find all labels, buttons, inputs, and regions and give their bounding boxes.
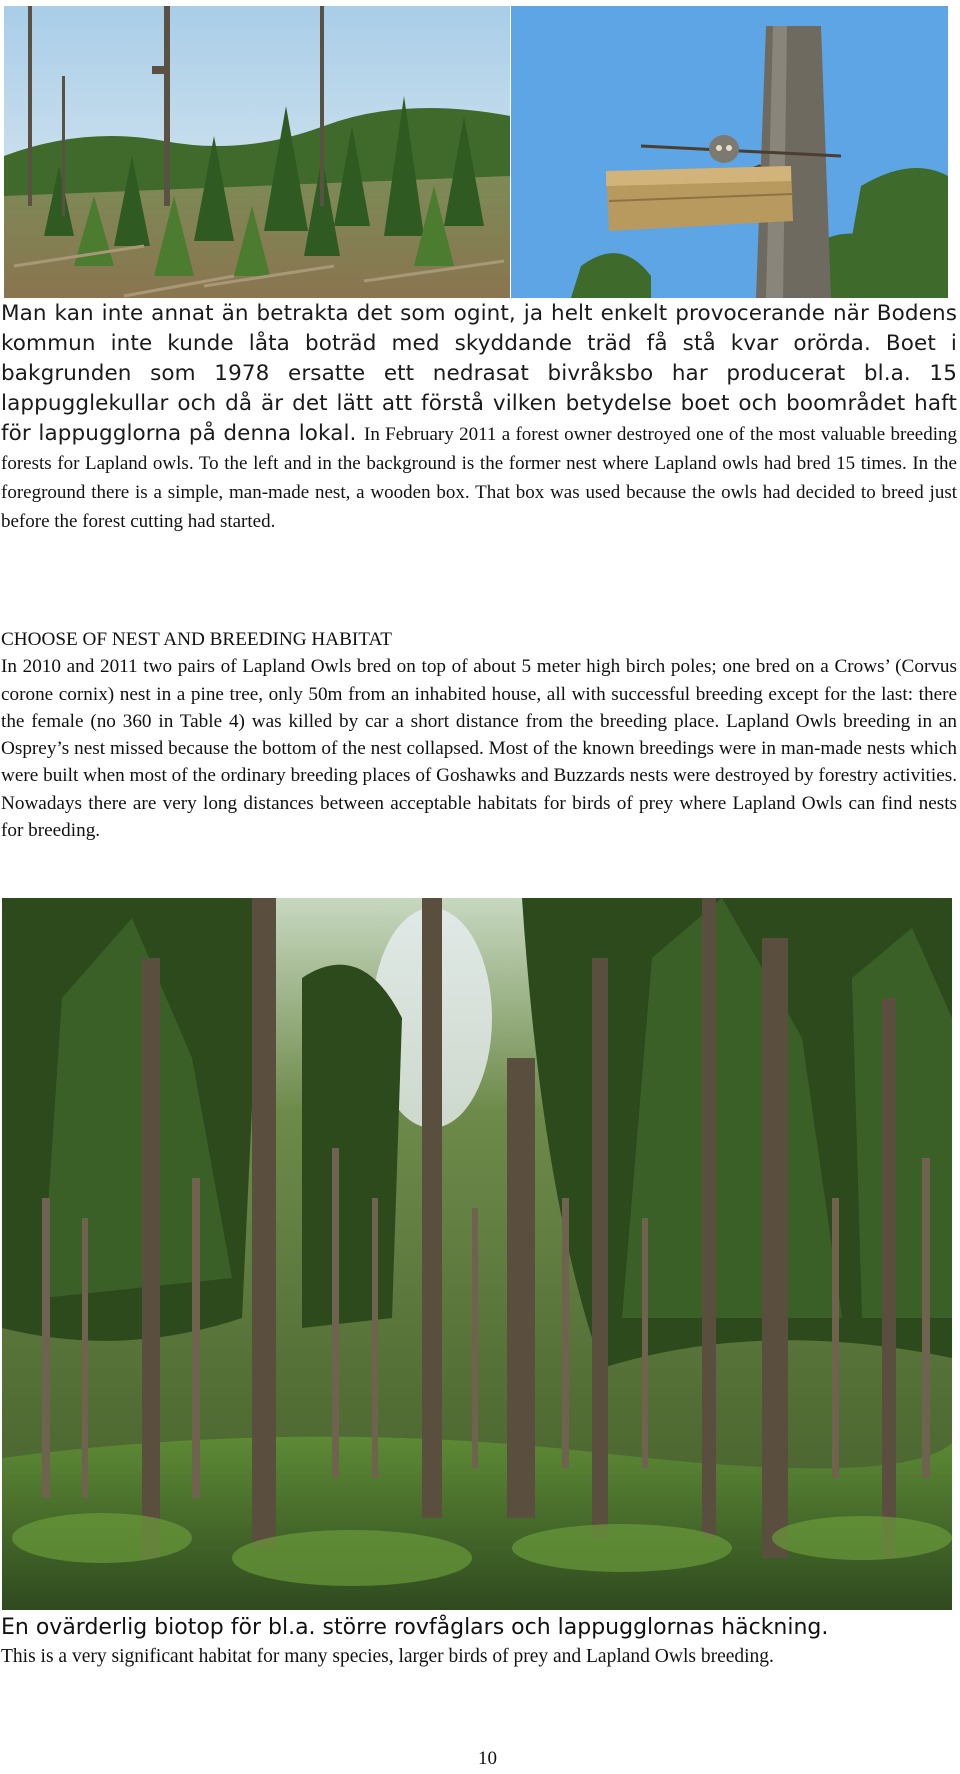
section-heading: CHOOSE OF NEST AND BREEDING HABITAT [1, 629, 392, 650]
page-number: 10 [478, 1748, 497, 1769]
nest-box-owl-photo [511, 6, 948, 298]
section-body: In 2010 and 2011 two pairs of Lapland Owls bred on top of about 5 meter high birch poles; one bred on a Crows’ (Corvus corone cornix) nest in a pine tree, only 50m from an inhabited house, all with successful breeding except for the last: there the female (no 360 in Table 4) was killed by car a short distance from the breeding place. Lapland Owls breeding in an Osprey’s nest missed because the bottom of the nest collapsed. Most of the known breedings were in man-made nests which were built when most of the ordinary breeding places of Goshawks and Buzzards nests were destroyed by forestry activities. Nowadays there are very long distances between acceptable habitats for birds of prey where Lapland Owls can find nests for breeding. [1, 656, 957, 842]
clearcut-forest-photo [4, 6, 510, 298]
caption-english: In February 2011 a forest owner destroyed one of the most valuable breeding forests for Lapland owls. To the left and in the background is the former nest where Lapland owls had bred 15 times. In the foreground there is a simple, man-made nest, a wooden box. That box was used because the owls had decided to breed just before the forest cutting had started. [1, 424, 957, 532]
caption-english: This is a very significant habitat for many species, larger birds of prey and Lapland Owls breeding. [1, 1646, 774, 1667]
photo-caption-bottom [1, 1612, 957, 1670]
old-growth-forest-photo [2, 898, 952, 1610]
caption-swedish: En ovärderlig biotop för bl.a. större rovfåglars och lappugglornas häckning. [1, 1615, 829, 1640]
nest-habitat-section [1, 626, 957, 844]
caption-swedish: Man kan inte annat än betrakta det som ogint, ja helt enkelt provocerande när Bodens kommun inte kunde låta boträd med skyddande träd få stå kvar orörda. Boet i bakgrunden som 1978 ersatte ett nedrasat bivråksbo har producerat bl.a. 15 lappugglekullar och då är det lätt att förstå vilken betydelse boet och boområdet haft för lappugglorna på denna lokal. [1, 301, 957, 446]
photo-caption-top [1, 300, 957, 537]
